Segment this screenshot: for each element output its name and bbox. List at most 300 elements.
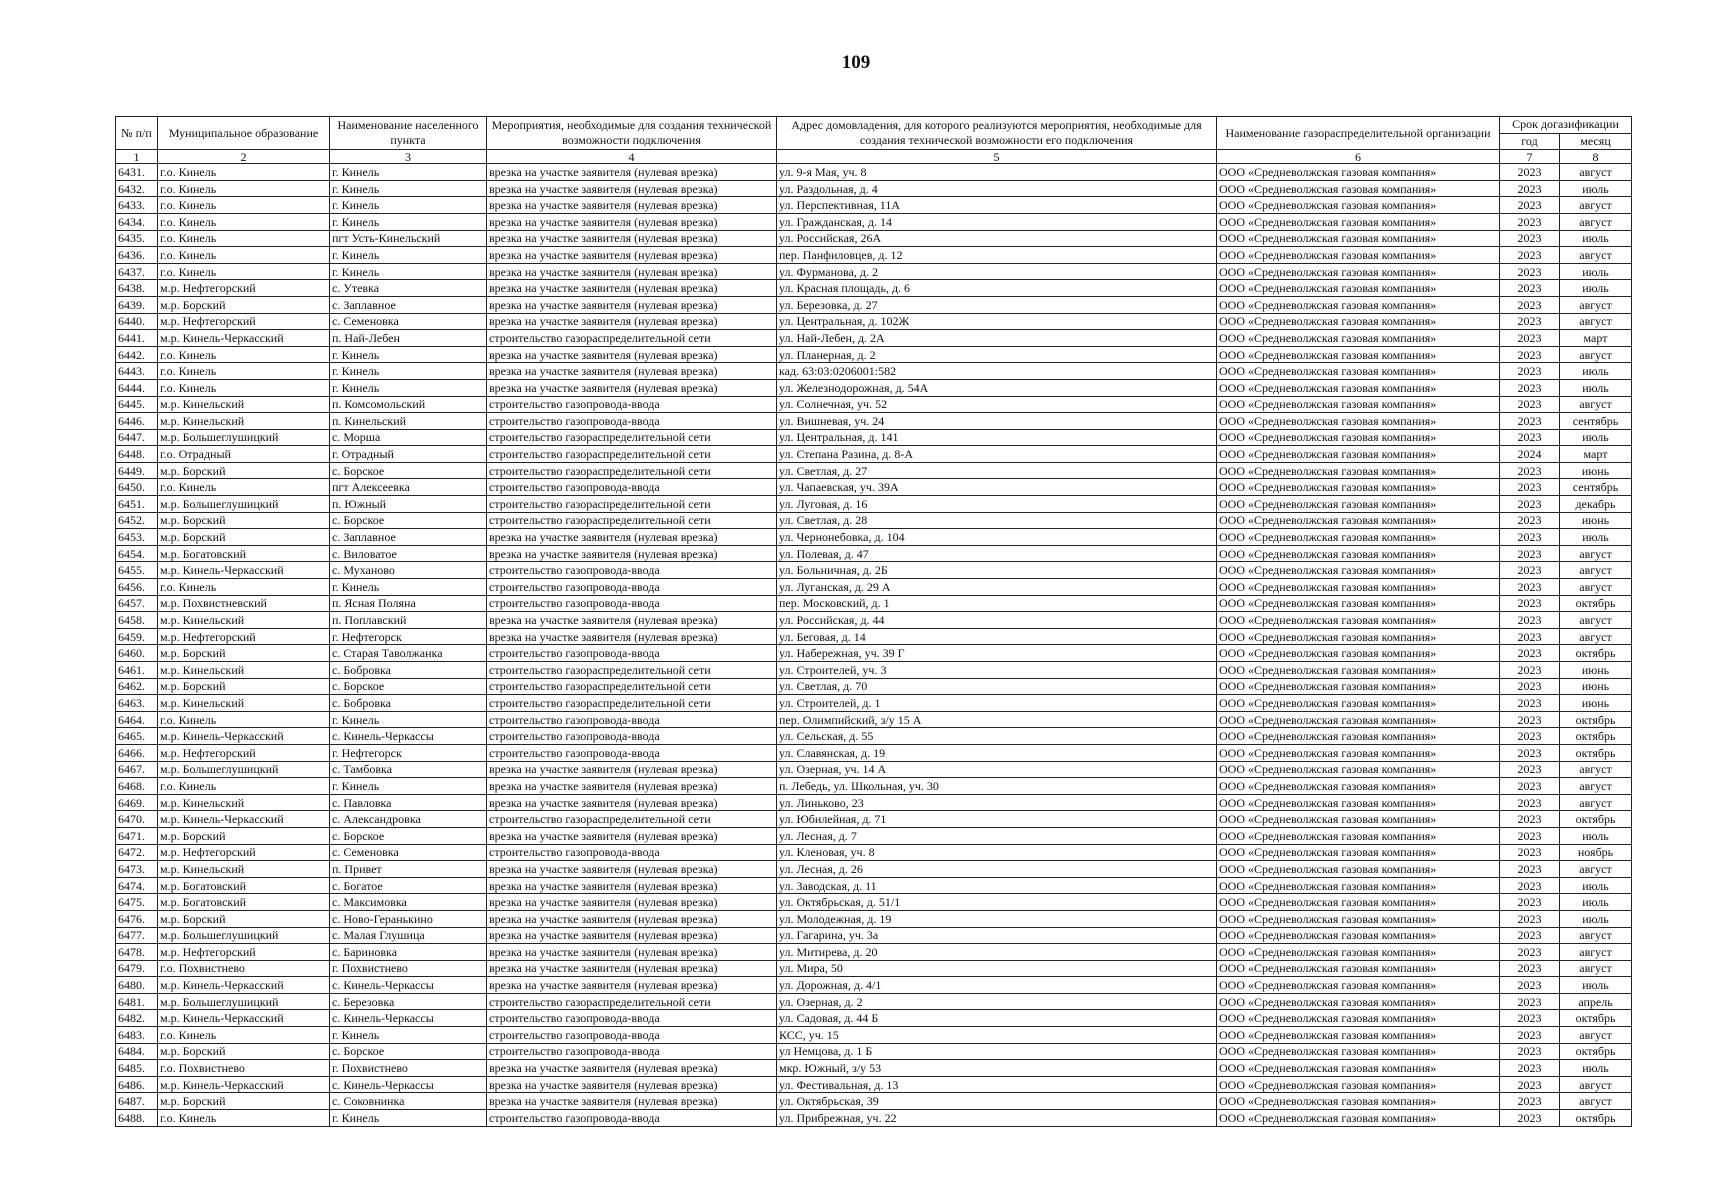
- month-cell: август: [1560, 794, 1632, 811]
- municipality-cell: г.о. Похвистнево: [158, 1060, 330, 1077]
- municipality-cell: м.р. Большеглушицкий: [158, 429, 330, 446]
- row-number: 6464.: [116, 711, 158, 728]
- row-number: 6433.: [116, 197, 158, 214]
- table-row: [116, 1110, 1632, 1127]
- municipality-cell: г.о. Кинель: [158, 180, 330, 197]
- measures-cell: врезка на участке заявителя (нулевая врезка): [487, 1076, 777, 1093]
- row-number: 6488.: [116, 1110, 158, 1127]
- table-row: [116, 247, 1632, 264]
- month-cell: ноябрь: [1560, 844, 1632, 861]
- organization-cell: ООО «Средневолжская газовая компания»: [1217, 778, 1500, 795]
- municipality-cell: м.р. Кинельский: [158, 396, 330, 413]
- year-cell: 2023: [1500, 562, 1560, 579]
- year-cell: 2023: [1500, 330, 1560, 347]
- row-number: 6472.: [116, 844, 158, 861]
- month-cell: июль: [1560, 827, 1632, 844]
- measures-cell: строительство газораспределительной сети: [487, 512, 777, 529]
- settlement-cell: г. Кинель: [330, 711, 487, 728]
- measures-cell: врезка на участке заявителя (нулевая врезка): [487, 379, 777, 396]
- settlement-cell: с. Старая Таволжанка: [330, 645, 487, 662]
- month-cell: август: [1560, 579, 1632, 596]
- year-cell: 2023: [1500, 944, 1560, 961]
- address-cell: ул. Озерная, д. 2: [777, 993, 1217, 1010]
- row-number: 6485.: [116, 1060, 158, 1077]
- organization-cell: ООО «Средневолжская газовая компания»: [1217, 330, 1500, 347]
- table-row: [116, 628, 1632, 645]
- settlement-cell: г. Кинель: [330, 1027, 487, 1044]
- measures-cell: врезка на участке заявителя (нулевая врезка): [487, 296, 777, 313]
- month-cell: октябрь: [1560, 811, 1632, 828]
- month-cell: октябрь: [1560, 744, 1632, 761]
- municipality-cell: м.р. Богатовский: [158, 877, 330, 894]
- municipality-cell: м.р. Нефтегорский: [158, 744, 330, 761]
- municipality-cell: г.о. Кинель: [158, 213, 330, 230]
- address-cell: КСС, уч. 15: [777, 1027, 1217, 1044]
- year-cell: 2023: [1500, 197, 1560, 214]
- year-cell: 2024: [1500, 446, 1560, 463]
- organization-cell: ООО «Средневолжская газовая компания»: [1217, 1076, 1500, 1093]
- organization-cell: ООО «Средневолжская газовая компания»: [1217, 1093, 1500, 1110]
- table-row: [116, 379, 1632, 396]
- settlement-cell: г. Кинель: [330, 379, 487, 396]
- address-cell: мкр. Южный, з/у 53: [777, 1060, 1217, 1077]
- year-cell: 2023: [1500, 678, 1560, 695]
- address-cell: ул. Молодежная, д. 19: [777, 910, 1217, 927]
- year-cell: 2023: [1500, 794, 1560, 811]
- organization-cell: ООО «Средневолжская газовая компания»: [1217, 877, 1500, 894]
- address-cell: ул. Лесная, д. 7: [777, 827, 1217, 844]
- month-cell: август: [1560, 778, 1632, 795]
- row-number: 6432.: [116, 180, 158, 197]
- settlement-cell: г. Кинель: [330, 197, 487, 214]
- measures-cell: врезка на участке заявителя (нулевая врезка): [487, 545, 777, 562]
- organization-cell: ООО «Средневолжская газовая компания»: [1217, 728, 1500, 745]
- measures-cell: строительство газопровода-ввода: [487, 1043, 777, 1060]
- measures-cell: врезка на участке заявителя (нулевая врезка): [487, 346, 777, 363]
- month-cell: октябрь: [1560, 595, 1632, 612]
- gasification-table: [115, 116, 1632, 1127]
- month-cell: апрель: [1560, 993, 1632, 1010]
- year-cell: 2023: [1500, 711, 1560, 728]
- row-number: 6461.: [116, 662, 158, 679]
- measures-cell: строительство газопровода-ввода: [487, 479, 777, 496]
- year-cell: 2023: [1500, 827, 1560, 844]
- row-number: 6468.: [116, 778, 158, 795]
- month-cell: август: [1560, 861, 1632, 878]
- settlement-cell: г. Похвистнево: [330, 1060, 487, 1077]
- year-cell: 2023: [1500, 247, 1560, 264]
- address-cell: пер. Панфиловцев, д. 12: [777, 247, 1217, 264]
- address-cell: п. Лебедь, ул. Школьная, уч. 30: [777, 778, 1217, 795]
- measures-cell: строительство газопровода-ввода: [487, 711, 777, 728]
- measures-cell: врезка на участке заявителя (нулевая врезка): [487, 761, 777, 778]
- municipality-cell: м.р. Большеглушицкий: [158, 761, 330, 778]
- measures-cell: строительство газораспределительной сети: [487, 662, 777, 679]
- month-cell: август: [1560, 1027, 1632, 1044]
- table-row: [116, 944, 1632, 961]
- municipality-cell: м.р. Борский: [158, 827, 330, 844]
- measures-cell: врезка на участке заявителя (нулевая врезка): [487, 280, 777, 297]
- year-cell: 2023: [1500, 346, 1560, 363]
- settlement-cell: с. Борское: [330, 462, 487, 479]
- month-cell: март: [1560, 446, 1632, 463]
- row-number: 6453.: [116, 529, 158, 546]
- table-row: [116, 877, 1632, 894]
- row-number: 6465.: [116, 728, 158, 745]
- month-cell: август: [1560, 1093, 1632, 1110]
- municipality-cell: г.о. Кинель: [158, 230, 330, 247]
- settlement-cell: п. Ясная Поляна: [330, 595, 487, 612]
- address-cell: ул. Славянская, д. 19: [777, 744, 1217, 761]
- settlement-cell: с. Муханово: [330, 562, 487, 579]
- row-number: 6456.: [116, 579, 158, 596]
- table-row: [116, 263, 1632, 280]
- table-row: [116, 446, 1632, 463]
- settlement-cell: с. Морша: [330, 429, 487, 446]
- row-number: 6448.: [116, 446, 158, 463]
- municipality-cell: м.р. Борский: [158, 678, 330, 695]
- year-cell: 2023: [1500, 844, 1560, 861]
- month-cell: август: [1560, 197, 1632, 214]
- table-row: [116, 711, 1632, 728]
- year-cell: 2023: [1500, 1076, 1560, 1093]
- address-cell: ул. Строителей, д. 1: [777, 695, 1217, 712]
- municipality-cell: м.р. Кинель-Черкасский: [158, 330, 330, 347]
- municipality-cell: м.р. Кинель-Черкасский: [158, 562, 330, 579]
- organization-cell: ООО «Средневолжская газовая компания»: [1217, 247, 1500, 264]
- month-cell: октябрь: [1560, 1043, 1632, 1060]
- address-cell: ул. Сельская, д. 55: [777, 728, 1217, 745]
- table-row: [116, 977, 1632, 994]
- address-cell: ул. Чернонебовка, д. 104: [777, 529, 1217, 546]
- year-cell: 2023: [1500, 612, 1560, 629]
- organization-cell: ООО «Средневолжская газовая компания»: [1217, 993, 1500, 1010]
- organization-cell: ООО «Средневолжская газовая компания»: [1217, 662, 1500, 679]
- settlement-cell: с. Борское: [330, 827, 487, 844]
- measures-cell: врезка на участке заявителя (нулевая врезка): [487, 977, 777, 994]
- year-cell: 2023: [1500, 363, 1560, 380]
- municipality-cell: м.р. Кинельский: [158, 413, 330, 430]
- address-cell: ул. Центральная, д. 102Ж: [777, 313, 1217, 330]
- row-number: 6445.: [116, 396, 158, 413]
- month-cell: июнь: [1560, 678, 1632, 695]
- column-number: 1: [116, 150, 158, 164]
- table-row: [116, 612, 1632, 629]
- row-number: 6462.: [116, 678, 158, 695]
- row-number: 6449.: [116, 462, 158, 479]
- year-cell: 2023: [1500, 894, 1560, 911]
- measures-cell: строительство газопровода-ввода: [487, 645, 777, 662]
- month-cell: август: [1560, 628, 1632, 645]
- measures-cell: строительство газораспределительной сети: [487, 811, 777, 828]
- table-row: [116, 197, 1632, 214]
- measures-cell: строительство газопровода-ввода: [487, 1110, 777, 1127]
- year-cell: 2023: [1500, 662, 1560, 679]
- row-number: 6442.: [116, 346, 158, 363]
- table-row: [116, 695, 1632, 712]
- month-cell: декабрь: [1560, 496, 1632, 513]
- organization-cell: ООО «Средневолжская газовая компания»: [1217, 744, 1500, 761]
- year-cell: 2023: [1500, 645, 1560, 662]
- year-cell: 2023: [1500, 1027, 1560, 1044]
- address-cell: ул. Красная площадь, д. 6: [777, 280, 1217, 297]
- year-cell: 2023: [1500, 1060, 1560, 1077]
- municipality-cell: м.р. Борский: [158, 1043, 330, 1060]
- address-cell: ул. Березовка, д. 27: [777, 296, 1217, 313]
- settlement-cell: с. Утевка: [330, 280, 487, 297]
- measures-cell: строительство газопровода-ввода: [487, 562, 777, 579]
- column-number: 3: [330, 150, 487, 164]
- settlement-cell: с. Бобровка: [330, 662, 487, 679]
- address-cell: ул. Солнечная, уч. 52: [777, 396, 1217, 413]
- settlement-cell: п. Поплавский: [330, 612, 487, 629]
- organization-cell: ООО «Средневолжская газовая компания»: [1217, 413, 1500, 430]
- table-row: [116, 413, 1632, 430]
- municipality-cell: м.р. Кинельский: [158, 662, 330, 679]
- row-number: 6487.: [116, 1093, 158, 1110]
- settlement-cell: с. Бобровка: [330, 695, 487, 712]
- settlement-cell: с. Виловатое: [330, 545, 487, 562]
- municipality-cell: г.о. Кинель: [158, 363, 330, 380]
- table-row: [116, 794, 1632, 811]
- address-cell: ул. Луговая, д. 16: [777, 496, 1217, 513]
- table-row: [116, 529, 1632, 546]
- month-cell: июль: [1560, 977, 1632, 994]
- year-cell: 2023: [1500, 811, 1560, 828]
- year-cell: 2023: [1500, 695, 1560, 712]
- row-number: 6483.: [116, 1027, 158, 1044]
- page-number: 109: [841, 52, 871, 73]
- organization-cell: ООО «Средневолжская газовая компания»: [1217, 313, 1500, 330]
- month-cell: август: [1560, 612, 1632, 629]
- row-number: 6463.: [116, 695, 158, 712]
- month-cell: июль: [1560, 230, 1632, 247]
- table-row: [116, 363, 1632, 380]
- row-number: 6478.: [116, 944, 158, 961]
- settlement-cell: п. Кинельский: [330, 413, 487, 430]
- settlement-cell: г. Кинель: [330, 247, 487, 264]
- organization-cell: ООО «Средневолжская газовая компания»: [1217, 1110, 1500, 1127]
- measures-cell: врезка на участке заявителя (нулевая врезка): [487, 861, 777, 878]
- address-cell: ул. Российская, д. 44: [777, 612, 1217, 629]
- organization-cell: ООО «Средневолжская газовая компания»: [1217, 363, 1500, 380]
- settlement-cell: с. Кинель-Черкассы: [330, 1076, 487, 1093]
- row-number: 6477.: [116, 927, 158, 944]
- month-cell: июнь: [1560, 662, 1632, 679]
- table-row: [116, 479, 1632, 496]
- measures-cell: строительство газораспределительной сети: [487, 446, 777, 463]
- organization-cell: ООО «Средневолжская газовая компания»: [1217, 1060, 1500, 1077]
- measures-cell: врезка на участке заявителя (нулевая врезка): [487, 197, 777, 214]
- month-cell: август: [1560, 944, 1632, 961]
- table-row: [116, 1027, 1632, 1044]
- measures-cell: врезка на участке заявителя (нулевая врезка): [487, 529, 777, 546]
- address-cell: ул. Полевая, д. 47: [777, 545, 1217, 562]
- municipality-cell: г.о. Кинель: [158, 247, 330, 264]
- municipality-cell: г.о. Кинель: [158, 1027, 330, 1044]
- address-cell: ул. Светлая, д. 28: [777, 512, 1217, 529]
- address-cell: кад. 63:03:0206001:582: [777, 363, 1217, 380]
- organization-cell: ООО «Средневолжская газовая компания»: [1217, 280, 1500, 297]
- measures-cell: строительство газораспределительной сети: [487, 993, 777, 1010]
- row-number: 6447.: [116, 429, 158, 446]
- municipality-cell: г.о. Кинель: [158, 579, 330, 596]
- month-cell: июль: [1560, 263, 1632, 280]
- measures-cell: врезка на участке заявителя (нулевая врезка): [487, 263, 777, 280]
- organization-cell: ООО «Средневолжская газовая компания»: [1217, 429, 1500, 446]
- measures-cell: врезка на участке заявителя (нулевая врезка): [487, 612, 777, 629]
- municipality-cell: м.р. Борский: [158, 512, 330, 529]
- year-cell: 2023: [1500, 263, 1560, 280]
- year-cell: 2023: [1500, 1110, 1560, 1127]
- measures-cell: врезка на участке заявителя (нулевая врезка): [487, 164, 777, 181]
- municipality-cell: м.р. Кинельский: [158, 695, 330, 712]
- year-cell: 2023: [1500, 213, 1560, 230]
- settlement-cell: с. Заплавное: [330, 529, 487, 546]
- address-cell: ул. Российская, 26А: [777, 230, 1217, 247]
- organization-cell: ООО «Средневолжская газовая компания»: [1217, 711, 1500, 728]
- table-row: [116, 827, 1632, 844]
- year-cell: 2023: [1500, 993, 1560, 1010]
- municipality-cell: м.р. Нефтегорский: [158, 280, 330, 297]
- municipality-cell: г.о. Кинель: [158, 778, 330, 795]
- month-cell: март: [1560, 330, 1632, 347]
- column-numbers-row: [116, 150, 1632, 164]
- year-cell: 2023: [1500, 180, 1560, 197]
- measures-cell: врезка на участке заявителя (нулевая врезка): [487, 1060, 777, 1077]
- table-row: [116, 512, 1632, 529]
- organization-cell: ООО «Средневолжская газовая компания»: [1217, 263, 1500, 280]
- column-number: 2: [158, 150, 330, 164]
- organization-cell: ООО «Средневолжская газовая компания»: [1217, 180, 1500, 197]
- table-row: [116, 330, 1632, 347]
- municipality-cell: г.о. Кинель: [158, 263, 330, 280]
- month-cell: июль: [1560, 529, 1632, 546]
- organization-cell: ООО «Средневолжская газовая компания»: [1217, 164, 1500, 181]
- measures-cell: строительство газораспределительной сети: [487, 678, 777, 695]
- measures-cell: врезка на участке заявителя (нулевая врезка): [487, 313, 777, 330]
- organization-cell: ООО «Средневолжская газовая компания»: [1217, 512, 1500, 529]
- row-number: 6434.: [116, 213, 158, 230]
- header-organization: Наименование газораспределительной организации: [1217, 117, 1500, 150]
- table-row: [116, 562, 1632, 579]
- month-cell: июль: [1560, 894, 1632, 911]
- address-cell: ул. Дорожная, д. 4/1: [777, 977, 1217, 994]
- address-cell: ул. Заводская, д. 11: [777, 877, 1217, 894]
- row-number: 6455.: [116, 562, 158, 579]
- address-cell: ул. Митирева, д. 20: [777, 944, 1217, 961]
- municipality-cell: г.о. Похвистнево: [158, 960, 330, 977]
- year-cell: 2023: [1500, 1093, 1560, 1110]
- column-number: 4: [487, 150, 777, 164]
- settlement-cell: г. Нефтегорск: [330, 628, 487, 645]
- address-cell: ул. Набережная, уч. 39 Г: [777, 645, 1217, 662]
- settlement-cell: с. Тамбовка: [330, 761, 487, 778]
- municipality-cell: м.р. Похвистневский: [158, 595, 330, 612]
- organization-cell: ООО «Средневолжская газовая компания»: [1217, 794, 1500, 811]
- row-number: 6437.: [116, 263, 158, 280]
- row-number: 6440.: [116, 313, 158, 330]
- year-cell: 2023: [1500, 379, 1560, 396]
- organization-cell: ООО «Средневолжская газовая компания»: [1217, 944, 1500, 961]
- settlement-cell: с. Борское: [330, 1043, 487, 1060]
- settlement-cell: пгт Алексеевка: [330, 479, 487, 496]
- year-cell: 2023: [1500, 462, 1560, 479]
- municipality-cell: г.о. Кинель: [158, 346, 330, 363]
- organization-cell: ООО «Средневолжская газовая компания»: [1217, 695, 1500, 712]
- address-cell: ул. Раздольная, д. 4: [777, 180, 1217, 197]
- measures-cell: врезка на участке заявителя (нулевая врезка): [487, 213, 777, 230]
- municipality-cell: г.о. Кинель: [158, 479, 330, 496]
- year-cell: 2023: [1500, 977, 1560, 994]
- organization-cell: ООО «Средневолжская газовая компания»: [1217, 844, 1500, 861]
- table-row: [116, 1043, 1632, 1060]
- table-row: [116, 396, 1632, 413]
- row-number: 6443.: [116, 363, 158, 380]
- address-cell: ул. Октябрьская, д. 51/1: [777, 894, 1217, 911]
- table-row: [116, 960, 1632, 977]
- row-number: 6481.: [116, 993, 158, 1010]
- municipality-cell: м.р. Большеглушицкий: [158, 927, 330, 944]
- settlement-cell: г. Кинель: [330, 263, 487, 280]
- table-row: [116, 678, 1632, 695]
- municipality-cell: м.р. Кинель-Черкасский: [158, 728, 330, 745]
- row-number: 6431.: [116, 164, 158, 181]
- year-cell: 2023: [1500, 861, 1560, 878]
- year-cell: 2023: [1500, 960, 1560, 977]
- organization-cell: ООО «Средневолжская газовая компания»: [1217, 927, 1500, 944]
- organization-cell: ООО «Средневолжская газовая компания»: [1217, 296, 1500, 313]
- month-cell: август: [1560, 562, 1632, 579]
- table-row: [116, 213, 1632, 230]
- table-row: [116, 662, 1632, 679]
- settlement-cell: п. Привет: [330, 861, 487, 878]
- address-cell: ул. Прибрежная, уч. 22: [777, 1110, 1217, 1127]
- address-cell: ул. Октябрьская, 39: [777, 1093, 1217, 1110]
- year-cell: 2023: [1500, 1043, 1560, 1060]
- organization-cell: ООО «Средневолжская газовая компания»: [1217, 479, 1500, 496]
- row-number: 6454.: [116, 545, 158, 562]
- settlement-cell: г. Кинель: [330, 778, 487, 795]
- table-row: [116, 861, 1632, 878]
- year-cell: 2023: [1500, 545, 1560, 562]
- table-row: [116, 993, 1632, 1010]
- settlement-cell: п. Най-Лебен: [330, 330, 487, 347]
- address-cell: ул. Най-Лебен, д. 2А: [777, 330, 1217, 347]
- organization-cell: ООО «Средневолжская газовая компания»: [1217, 1043, 1500, 1060]
- row-number: 6475.: [116, 894, 158, 911]
- settlement-cell: с. Кинель-Черкассы: [330, 728, 487, 745]
- month-cell: октябрь: [1560, 1010, 1632, 1027]
- month-cell: июнь: [1560, 462, 1632, 479]
- municipality-cell: м.р. Кинель-Черкасский: [158, 1076, 330, 1093]
- municipality-cell: м.р. Кинель-Черкасский: [158, 1010, 330, 1027]
- municipality-cell: г.о. Отрадный: [158, 446, 330, 463]
- measures-cell: врезка на участке заявителя (нулевая врезка): [487, 894, 777, 911]
- measures-cell: строительство газопровода-ввода: [487, 844, 777, 861]
- measures-cell: врезка на участке заявителя (нулевая врезка): [487, 794, 777, 811]
- table-row: [116, 910, 1632, 927]
- address-cell: пер. Олимпийский, з/у 15 А: [777, 711, 1217, 728]
- municipality-cell: м.р. Нефтегорский: [158, 844, 330, 861]
- month-cell: август: [1560, 960, 1632, 977]
- year-cell: 2023: [1500, 1010, 1560, 1027]
- row-number: 6450.: [116, 479, 158, 496]
- measures-cell: строительство газораспределительной сети: [487, 462, 777, 479]
- year-cell: 2023: [1500, 413, 1560, 430]
- settlement-cell: с. Павловка: [330, 794, 487, 811]
- measures-cell: врезка на участке заявителя (нулевая врезка): [487, 363, 777, 380]
